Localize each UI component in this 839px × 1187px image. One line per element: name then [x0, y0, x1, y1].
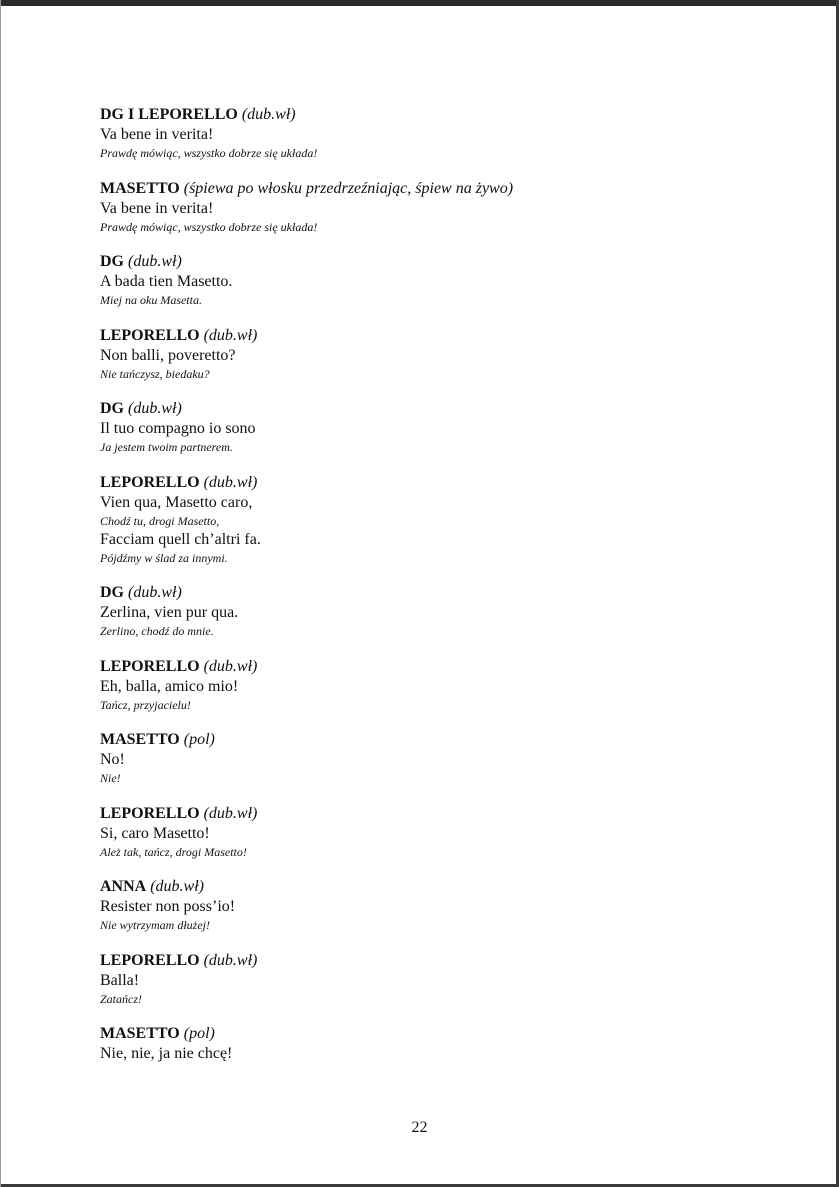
speaker-line [100, 105, 780, 125]
dialogue-block [100, 583, 780, 640]
scan-frame-top [0, 0, 839, 6]
dialogue-block [100, 105, 780, 162]
dialogue-block [100, 473, 780, 567]
stage-direction: (dub.wł) [150, 878, 204, 895]
speaker-name: DG [100, 400, 124, 417]
speaker-line [100, 473, 780, 493]
speaker-name: MASETTO [100, 1025, 180, 1042]
sung-line: Nie, nie, ja nie chcę! [100, 1045, 233, 1062]
translation-line: Nie wytrzymam dłużej! [100, 918, 210, 932]
translation-line: Ja jestem twoim partnerem. [100, 440, 233, 454]
speaker-line [100, 951, 780, 971]
dialogue-block [100, 252, 780, 309]
sung-line: Si, caro Masetto! [100, 824, 210, 842]
sung-line: Va bene in verita! [100, 126, 214, 143]
sung-line: Resister non poss’io! [100, 898, 236, 915]
speaker-name: DG [100, 253, 124, 270]
libretto-text [100, 105, 780, 1081]
dialogue-block [100, 657, 780, 714]
translation-line: Pójdźmy w ślad za innymi. [100, 550, 228, 565]
speaker-name: LEPORELLO [100, 657, 200, 675]
dialogue-block [100, 804, 780, 861]
speaker-line [100, 877, 780, 897]
speaker-name: DG I LEPORELLO [100, 106, 238, 123]
stage-direction: (dub.wł) [203, 473, 258, 491]
sung-line: Il tuo compagno io sono [100, 420, 256, 437]
stage-direction: (dub.wł) [203, 657, 258, 675]
speaker-name: LEPORELLO [100, 473, 200, 491]
speaker-name: ANNA [100, 878, 147, 895]
speaker-name: LEPORELLO [100, 951, 200, 969]
speaker-name: LEPORELLO [100, 804, 200, 822]
dialogue-block [100, 1024, 780, 1064]
speaker-line [100, 1024, 780, 1044]
speaker-name: MASETTO [100, 179, 180, 197]
translation-line: Tańcz, przyjacielu! [100, 697, 191, 712]
speaker-name: DG [100, 584, 124, 601]
dialogue-block [100, 399, 780, 456]
stage-direction: (śpiewa po włosku przedrzeźniając, śpiew na żywo) [183, 179, 514, 197]
scan-frame-left [0, 0, 1, 1187]
translation-line: Chodź tu, drogi Masetto, [100, 513, 220, 528]
speaker-name: MASETTO [100, 731, 180, 748]
sung-line: Eh, balla, amico mio! [100, 677, 239, 695]
page-number: 22 [411, 1119, 428, 1136]
stage-direction: (dub.wł) [128, 400, 182, 417]
stage-direction: (dub.wł) [241, 106, 296, 123]
speaker-line [100, 252, 780, 272]
translation-line: Prawdę mówiąc, wszystko dobrze się układa! [100, 146, 318, 160]
translation-line: Nie! [100, 771, 121, 785]
sung-line: Vien qua, Masetto caro, [100, 493, 253, 511]
speaker-line [100, 326, 780, 346]
dialogue-block [100, 179, 780, 236]
stage-direction: (dub.wł) [203, 804, 258, 822]
translation-line: Miej na oku Masetta. [100, 293, 202, 307]
sung-line: Va bene in verita! [100, 199, 214, 217]
dialogue-block [100, 326, 780, 383]
stage-direction: (dub.wł) [128, 584, 182, 601]
speaker-line [100, 583, 780, 603]
speaker-name: LEPORELLO [100, 326, 200, 344]
stage-direction: (pol) [183, 731, 215, 748]
sung-line: A bada tien Masetto. [100, 273, 233, 290]
stage-direction: (dub.wł) [203, 326, 258, 344]
translation-line: Zerlino, chodź do mnie. [100, 624, 214, 638]
dialogue-block [100, 730, 780, 787]
speaker-line [100, 179, 780, 199]
sung-line: No! [100, 751, 125, 768]
speaker-line [100, 399, 780, 419]
stage-direction: (dub.wł) [128, 253, 182, 270]
stage-direction: (dub.wł) [203, 951, 258, 969]
stage-direction: (pol) [183, 1025, 215, 1042]
speaker-line [100, 804, 780, 824]
speaker-line [100, 657, 780, 677]
translation-line: Ależ tak, tańcz, drogi Masetto! [100, 844, 247, 859]
sung-line: Balla! [100, 971, 140, 989]
translation-line: Zatańcz! [100, 991, 142, 1006]
speaker-line [100, 730, 780, 750]
translation-line: Nie tańczysz, biedaku? [100, 366, 210, 381]
sung-line: Non balli, poveretto? [100, 346, 236, 364]
dialogue-block [100, 951, 780, 1008]
sung-line: Zerlina, vien pur qua. [100, 604, 239, 621]
sung-line: Facciam quell ch’altri fa. [100, 530, 261, 548]
dialogue-block [100, 877, 780, 934]
translation-line: Prawdę mówiąc, wszystko dobrze się układa! [100, 219, 318, 234]
